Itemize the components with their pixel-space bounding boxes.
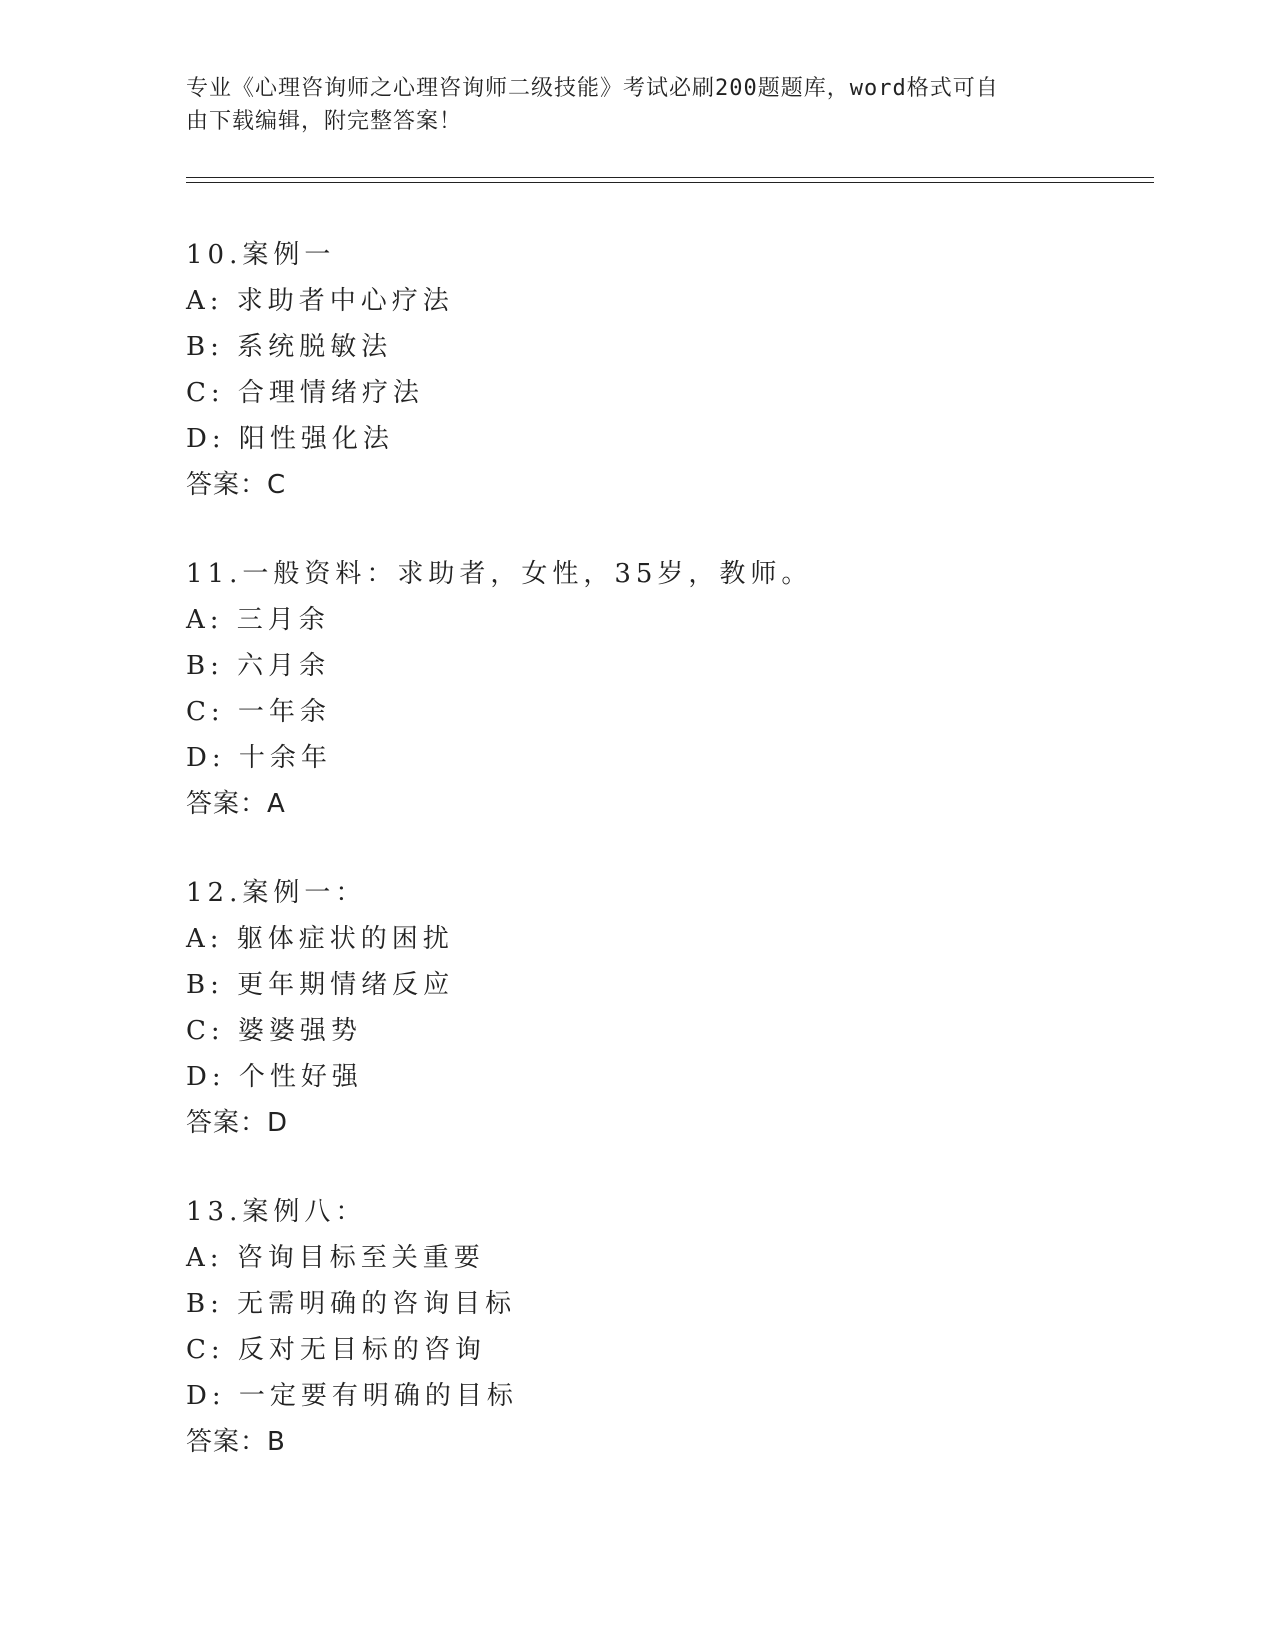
document-header bbox=[186, 72, 1086, 138]
option-b: B: 无需明确的咨询目标 bbox=[186, 1289, 517, 1319]
option-b: B: 六月余 bbox=[186, 651, 331, 681]
option-d: D: 十余年 bbox=[186, 743, 332, 773]
option-a: A: 咨询目标至关重要 bbox=[186, 1243, 485, 1273]
option-b: B: 更年期情绪反应 bbox=[186, 970, 455, 1000]
option-a: A: 求助者中心疗法 bbox=[186, 286, 454, 316]
option-c: C: 反对无目标的咨询 bbox=[186, 1335, 486, 1365]
question-block bbox=[186, 232, 1086, 508]
header-divider-bottom bbox=[186, 182, 1154, 183]
question-block bbox=[186, 1189, 1086, 1465]
answer-line: 答案：D bbox=[186, 1108, 289, 1138]
question-block bbox=[186, 551, 1086, 827]
option-a: A: 躯体症状的困扰 bbox=[186, 924, 454, 954]
option-c: C: 婆婆强势 bbox=[186, 1016, 362, 1046]
question-title: 12.案例一： bbox=[186, 878, 367, 908]
answer-line: 答案：C bbox=[186, 470, 287, 500]
question-title: 11.一般资料：求助者，女性，35岁，教师。 bbox=[186, 559, 813, 589]
option-d: D: 阳性强化法 bbox=[186, 424, 394, 454]
question-title: 13.案例八： bbox=[186, 1197, 367, 1227]
option-d: D: 个性好强 bbox=[186, 1062, 363, 1092]
question-block bbox=[186, 870, 1086, 1146]
header-line-1: 专业《心理咨询师之心理咨询师二级技能》考试必刷200题题库，word格式可自 bbox=[186, 76, 999, 101]
answer-line: 答案：A bbox=[186, 789, 286, 819]
option-c: C: 合理情绪疗法 bbox=[186, 378, 424, 408]
option-d: D: 一定要有明确的目标 bbox=[186, 1381, 518, 1411]
header-divider-top bbox=[186, 177, 1154, 178]
option-c: C: 一年余 bbox=[186, 697, 331, 727]
header-line-2: 由下载编辑，附完整答案！ bbox=[186, 109, 463, 134]
option-a: A: 三月余 bbox=[186, 605, 330, 635]
option-b: B: 系统脱敏法 bbox=[186, 332, 393, 362]
question-title: 10.案例一 bbox=[186, 240, 336, 270]
answer-line: 答案：B bbox=[186, 1427, 286, 1457]
